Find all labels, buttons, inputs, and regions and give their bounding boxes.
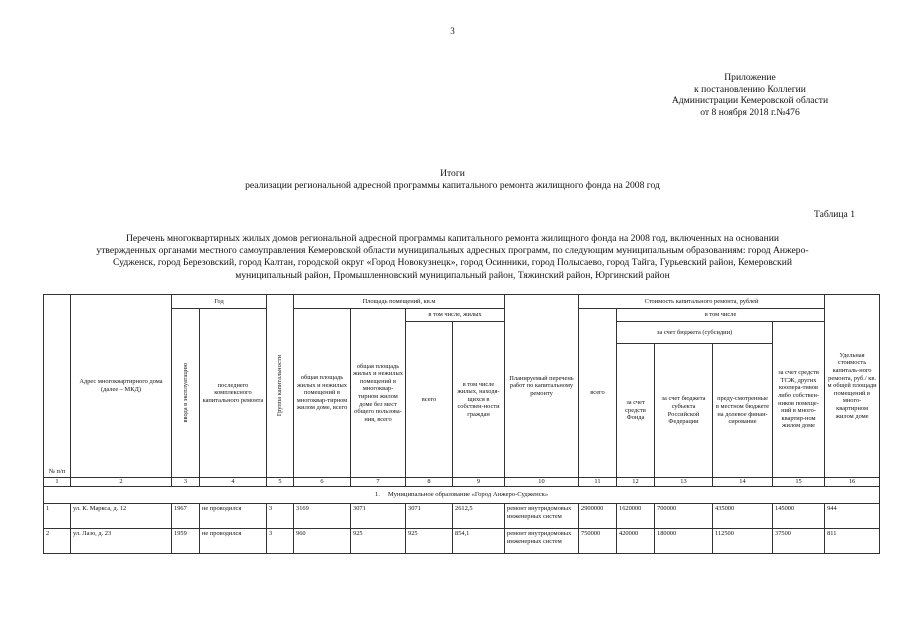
cell-address: ул. К. Маркса, д. 12 — [71, 504, 172, 529]
cell-address: ул. Лазо, д. 23 — [71, 529, 172, 554]
header-fund: за счет средств Фонда — [617, 344, 655, 478]
cell-year-last-repair: не проводился — [200, 504, 267, 529]
header-year-commission-cell — [172, 309, 200, 478]
cell-group: 3 — [267, 529, 294, 554]
cell-group: 3 — [267, 504, 294, 529]
cell-planned-works: ремонт внутридомовых инженерных систем — [505, 504, 579, 529]
cell-area-total: 3169 — [294, 504, 351, 529]
header-area-all: всего — [406, 322, 453, 478]
column-number: 8 — [406, 478, 453, 487]
appendix-line-1: Приложение — [724, 72, 776, 83]
cell-federal: 180000 — [655, 529, 713, 554]
cell-unit-cost: 811 — [825, 529, 880, 554]
header-year-commission: ввода в эксплуатацию — [181, 363, 189, 423]
cell-local: 112500 — [713, 529, 773, 554]
intro-paragraph — [40, 233, 865, 282]
column-number: 12 — [617, 478, 655, 487]
cell-area-all: 925 — [406, 529, 453, 554]
column-number: 1 — [44, 478, 71, 487]
header-year-last-repair: последнего комплексного капитального ремонта — [200, 309, 267, 478]
header-no: № п/п — [44, 295, 71, 478]
header-budget: за счет бюджета (субсидии) — [617, 322, 773, 344]
intro-line-1: Перечень многоквартирных жилых домов региональной адресной программы капитального ремонта жилищного фонда на 2008 год, включенных на основании — [125, 233, 780, 244]
appendix-line-4: от 8 ноября 2018 г.№476 — [700, 106, 800, 118]
header-cost-total: всего — [579, 309, 617, 478]
column-number: 13 — [655, 478, 713, 487]
column-number: 14 — [713, 478, 773, 487]
cell-no: 1 — [44, 504, 71, 529]
header-unit-cost: Удельная стоимость капиталь-ного ремонта, руб./ кв. м общей площади помещений в много-квартирном жилом доме — [825, 295, 880, 478]
cell-area-total: 960 — [294, 529, 351, 554]
cell-owners: 145000 — [773, 504, 825, 529]
cell-fund: 1620000 — [617, 504, 655, 529]
cell-year-commission: 1959 — [172, 529, 200, 554]
column-number: 9 — [453, 478, 505, 487]
document-title — [0, 168, 905, 192]
intro-line-3: Судженск, город Березовский, город Калтан, городской округ «Город Новокузнецк», город Осинники, город Полысаево, город Тайга, Гурьевский район, Кемеровский — [113, 257, 792, 269]
table-number: Таблица 1 — [813, 209, 855, 220]
cell-unit-cost: 944 — [825, 504, 880, 529]
cell-area-except: 925 — [351, 529, 406, 554]
cell-cost-total: 750000 — [579, 529, 617, 554]
page-number: 3 — [450, 26, 455, 36]
header-area-except: общая площадь жилых и нежилых помещений в многоквар-тирном жилом доме без мест общего пользова-ния, всего — [351, 309, 406, 478]
title-line-1: Итоги — [440, 168, 465, 179]
cell-area-owned: 2612,5 — [453, 504, 505, 529]
column-number: 5 — [267, 478, 294, 487]
header-federal: за счет бюджета субъекта Российской Федерации — [655, 344, 713, 478]
repair-program-table — [43, 294, 880, 554]
header-local: преду-смотренные в местном бюджете на долевое финан-сирование — [713, 344, 773, 478]
section-number: 1. — [374, 491, 380, 499]
header-cost-incl: в том числе — [617, 309, 825, 322]
header-group-cell — [267, 295, 294, 478]
header-address: Адрес многоквартирного дома (далее – МКД) — [71, 295, 172, 478]
cell-area-except: 3071 — [351, 504, 406, 529]
cell-area-owned: 854,1 — [453, 529, 505, 554]
title-line-2: реализации региональной адресной программы капитального ремонта жилищного фонда на 2008 год — [245, 180, 660, 191]
header-area-total: общая площадь жилых и нежилых помещений в многоквар-тирном жилом доме, всего — [294, 309, 351, 478]
cell-local: 435000 — [713, 504, 773, 529]
appendix-line-3: Администрации Кемеровской области — [671, 95, 829, 107]
column-number-row — [44, 478, 880, 487]
intro-line-2: утвержденных органами местного самоуправления Кемеровской области муниципальных адресных программ, по следующим муниципальным образованиям: город Анжеро- — [96, 245, 809, 257]
column-number: 2 — [71, 478, 172, 487]
column-number: 4 — [200, 478, 267, 487]
section-name: Муниципальное образование «Город Анжеро-Судженск» — [387, 491, 549, 499]
header-area-incl-residential: в том числе, жилых — [406, 309, 505, 322]
cell-owners: 37500 — [773, 529, 825, 554]
appendix-block — [555, 72, 855, 118]
column-number: 6 — [294, 478, 351, 487]
cell-no: 2 — [44, 529, 71, 554]
column-number: 11 — [579, 478, 617, 487]
header-cost: Стоимость капитального ремонта, рублей — [579, 295, 825, 309]
column-number: 15 — [773, 478, 825, 487]
header-area: Площадь помещений, кв.м — [294, 295, 505, 309]
header-area-owned: в том числе жилых, находя-щихся в собствен-ности граждан — [453, 322, 505, 478]
section-heading — [44, 487, 880, 504]
cell-area-all: 3071 — [406, 504, 453, 529]
appendix-line-2: к постановлению Коллегии — [694, 83, 806, 95]
header-year: Год — [172, 295, 267, 309]
cell-fund: 420000 — [617, 529, 655, 554]
column-number: 16 — [825, 478, 880, 487]
table-row — [44, 529, 880, 554]
cell-cost-total: 2900000 — [579, 504, 617, 529]
intro-line-4: муниципальный район, Промышленновский муниципальный район, Тяжинский район, Юргинский район — [235, 269, 670, 281]
column-number: 3 — [172, 478, 200, 487]
header-owners: за счет средств ТСЖ, других кооперa-тивов либо собствен-ников помеще-ний в много-квартир-ном жилом доме — [773, 322, 825, 478]
column-number: 10 — [505, 478, 579, 487]
cell-planned-works: ремонт внутридомовых инженерных систем — [505, 529, 579, 554]
section-row — [44, 487, 880, 504]
table-row — [44, 504, 880, 529]
cell-federal: 700000 — [655, 504, 713, 529]
header-group: Группа капитальности — [276, 355, 284, 417]
cell-year-last-repair: не проводился — [200, 529, 267, 554]
header-row-1 — [44, 295, 880, 309]
header-planned-works: Планируемый перечень работ по капитальному ремонту — [505, 295, 579, 478]
cell-year-commission: 1967 — [172, 504, 200, 529]
column-number: 7 — [351, 478, 406, 487]
